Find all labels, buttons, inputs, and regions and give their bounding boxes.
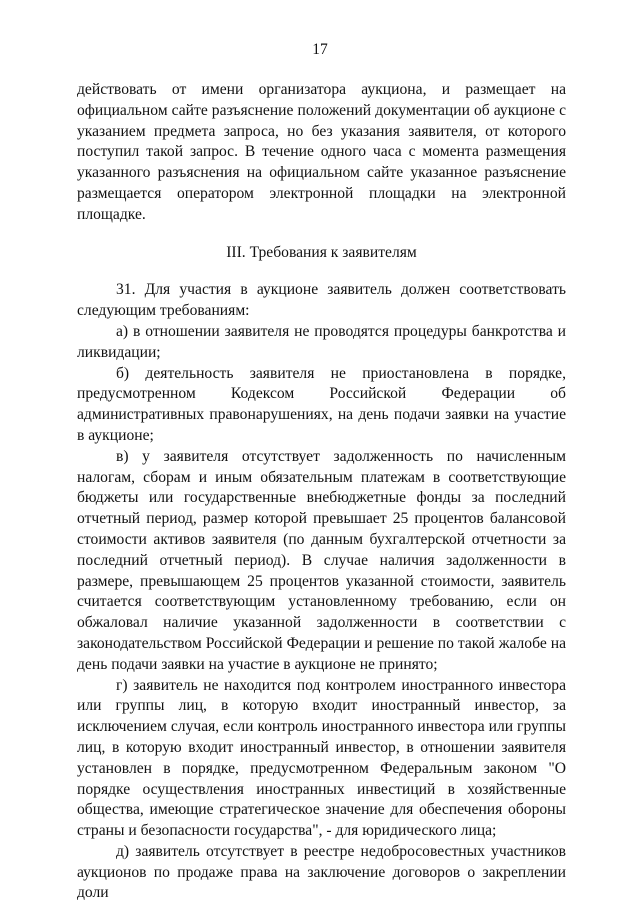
section-heading: III. Требования к заявителям [226, 243, 417, 261]
paragraph-item-d: д) заявитель отсутствует в реестре недобросовестных участников аукционов по продаже права на заключение договоров о закреплении доли [77, 842, 566, 902]
paragraph-item-b: б) деятельность заявителя не приостановлена в порядке, предусмотренном Кодексом Российской Федерации об административных правонарушениях, на день подачи заявки на участие в аукционе; [77, 364, 566, 444]
document-body [77, 80, 566, 904]
page-number: 17 [312, 41, 328, 58]
paragraph-31: 31. Для участия в аукционе заявитель должен соответствовать следующим требованиям: [77, 281, 566, 320]
paragraph-item-a: а) в отношении заявителя не проводятся процедуры банкротства и ликвидации; [77, 322, 566, 361]
paragraph-item-v: в) у заявителя отсутствует задолженность по начисленным налогам, сборам и иным обязательным платежам в соответствующие бюджеты или государственные внебюджетные фонды за последний отчетный период, размер которой превышает 25 процентов балансовой стоимости активов заявителя (по данным бухгалтерской отчетности за последний отчетный период). В случае наличия задолженности в размере, превышающем 25 процентов указанной стоимости, заявитель считается соответствующим установленному требованию, если он обжаловал наличие указанной задолженности в соответствии с законодательством Российской Федерации и решение по такой жалобе на день подачи заявки на участие в аукционе не принято; [77, 447, 566, 673]
paragraph-item-g: г) заявитель не находится под контролем иностранного инвестора или группы лиц, в которую входит иностранный инвестор, за исключением случая, если контроль иностранного инвестора или группы лиц, в которую входит иностранный инвестор, в отношении заявителя установлен в порядке, предусмотренном Федеральным законом "О порядке осуществления иностранных инвестиций в хозяйственные общества, имеющие стратегическое значение для обеспечения обороны страны и безопасности государства", - для юридического лица; [77, 676, 566, 840]
continuation-paragraph: действовать от имени организатора аукциона, и размещает на официальном сайте разъяснение положений документации об аукционе с указанием предмета запроса, но без указания заявителя, от которого поступил такой запрос. В течение одного часа с момента размещения указанного разъяснения на официальном сайте указанное разъяснение размещается оператором электронной площадки на электронной площадке. [77, 81, 566, 223]
